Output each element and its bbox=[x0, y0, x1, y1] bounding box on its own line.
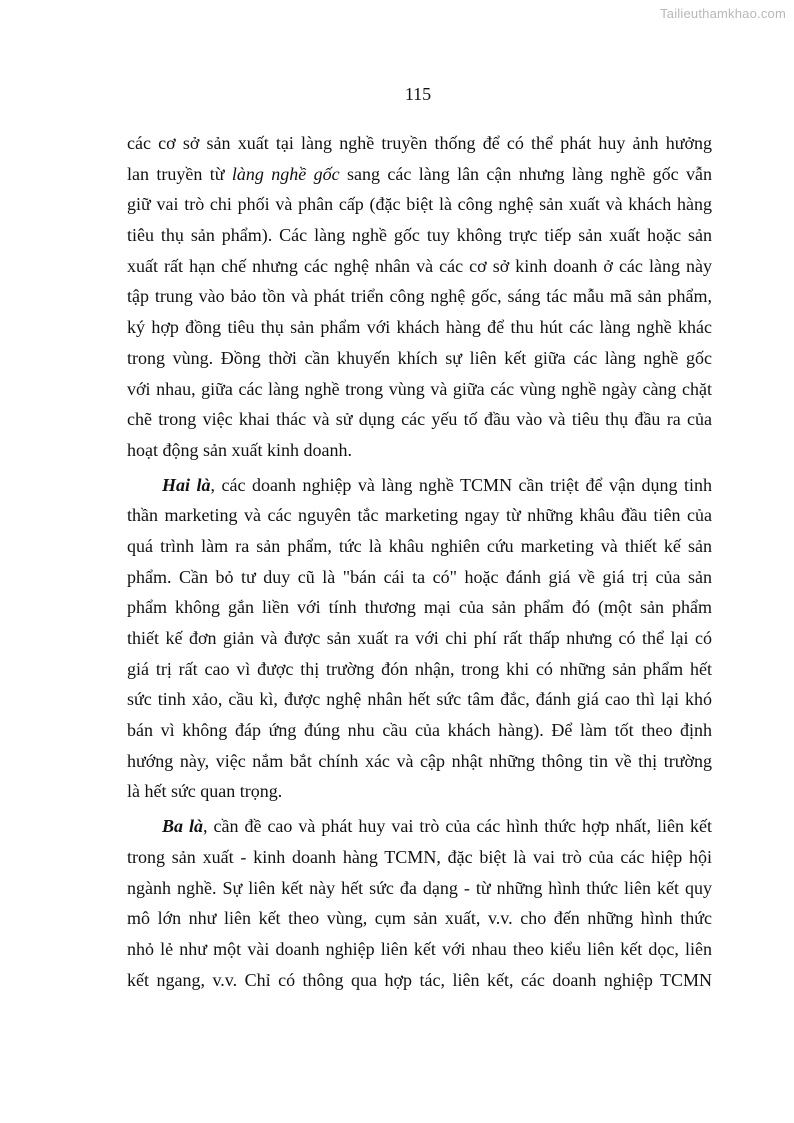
text-line bbox=[127, 159, 712, 190]
text-segment: kết ngang, v.v. Chỉ có thông qua hợp tác, liên kết, các doanh nghiệp TCMN bbox=[127, 969, 712, 990]
point-heading: Hai là bbox=[162, 474, 211, 495]
text-line bbox=[127, 312, 712, 343]
body-text bbox=[127, 128, 712, 999]
text-segment: bán vì không đáp ứng đúng nhu cầu của khách hàng). Để làm tốt theo định bbox=[127, 720, 712, 741]
text-segment: nhỏ lẻ như một vài doanh nghiệp liên kết với nhau theo kiểu liên kết dọc, liên bbox=[127, 938, 712, 959]
text-line bbox=[127, 562, 712, 593]
text-segment: mô lớn như liên kết theo vùng, cụm sản xuất, v.v. cho đến những hình thức bbox=[127, 908, 712, 929]
paragraph bbox=[127, 470, 712, 808]
text-line bbox=[127, 715, 712, 746]
text-segment: với nhau, giữa các làng nghề trong vùng và giữa các vùng nghề ngày càng chặt bbox=[127, 378, 712, 399]
text-segment: xuất rất hạn chế nhưng các nghệ nhân và các cơ sở kinh doanh ở các làng này bbox=[127, 255, 712, 276]
text-segment: phẩm. Cần bỏ tư duy cũ là "bán cái ta có" hoặc đánh giá về giá trị của sản bbox=[127, 566, 712, 587]
text-line bbox=[127, 592, 712, 623]
text-segment: chẽ trong việc khai thác và sử dụng các yếu tố đầu vào và tiêu thụ đầu ra của bbox=[127, 409, 712, 430]
text-segment: hướng này, việc nắm bắt chính xác và cập nhật những thông tin về thị trường bbox=[127, 750, 712, 771]
text-line bbox=[127, 470, 712, 501]
text-segment: phẩm không gắn liền với tính thương mại của sản phẩm đó (một sản phẩm bbox=[127, 597, 712, 618]
text-segment: các cơ sở sản xuất tại làng nghề truyền thống để có thể phát huy ảnh hưởng bbox=[127, 133, 712, 153]
text-segment: sang các làng lân cận nhưng làng nghề gốc vẫn bbox=[339, 163, 713, 184]
text-line bbox=[127, 404, 712, 435]
text-line bbox=[127, 435, 712, 466]
text-line bbox=[127, 251, 712, 282]
text-line bbox=[127, 220, 712, 251]
text-segment: , cần đề cao và phát huy vai trò của các hình thức hợp nhất, liên kết bbox=[203, 816, 712, 837]
text-segment: lan truyền từ bbox=[127, 163, 232, 184]
text-line bbox=[127, 811, 712, 842]
text-segment: hoạt động sản xuất kinh doanh. bbox=[127, 439, 352, 460]
text-line bbox=[127, 842, 712, 873]
paragraph bbox=[127, 811, 712, 995]
text-segment: tiêu thụ sản phẩm). Các làng nghề gốc tuy không trực tiếp sản xuất hoặc sản bbox=[127, 225, 712, 246]
text-segment: sức tinh xảo, cầu kì, được nghệ nhân hết sức tâm đắc, đánh giá cao thì lại khó bbox=[127, 689, 712, 710]
text-segment: trong sản xuất - kinh doanh hàng TCMN, đặc biệt là vai trò của các hiệp hội bbox=[127, 846, 712, 867]
text-segment: tập trung vào bảo tồn và phát triển công nghệ gốc, sáng tác mẫu mã sản phẩm, bbox=[127, 286, 712, 307]
text-segment: thần marketing và các nguyên tắc marketing ngay từ những khâu đầu tiên của bbox=[127, 505, 712, 526]
text-segment: giá trị rất cao vì được thị trường đón nhận, trong khi có những sản phẩm hết bbox=[127, 658, 712, 679]
text-line bbox=[127, 343, 712, 374]
text-segment: quá trình làm ra sản phẩm, tức là khâu nghiên cứu marketing và thiết kế sản bbox=[127, 535, 712, 556]
text-segment: , các doanh nghiệp và làng nghề TCMN cần triệt để vận dụng tinh bbox=[210, 474, 712, 495]
text-line bbox=[127, 128, 712, 159]
text-line bbox=[127, 500, 712, 531]
point-heading: Ba là bbox=[162, 816, 203, 837]
text-line bbox=[127, 189, 712, 220]
text-segment: thiết kế đơn giản và được sản xuất ra với chi phí rất thấp nhưng có thể lại có bbox=[127, 628, 712, 648]
text-line bbox=[127, 776, 712, 807]
text-line bbox=[127, 623, 712, 654]
text-line bbox=[127, 684, 712, 715]
text-line bbox=[127, 374, 712, 405]
text-line bbox=[127, 873, 712, 904]
emphasis-text: làng nghề gốc bbox=[231, 163, 340, 184]
text-segment: ngành nghề. Sự liên kết này hết sức đa dạng - từ những hình thức liên kết quy bbox=[127, 877, 712, 898]
watermark: Tailieuthamkhao.com bbox=[660, 6, 786, 21]
text-line bbox=[127, 654, 712, 685]
text-segment: ký hợp đồng tiêu thụ sản phẩm với khách hàng để thu hút các làng nghề khác bbox=[127, 317, 712, 338]
text-line bbox=[127, 965, 712, 996]
text-segment: giữ vai trò chi phối và phân cấp (đặc biệt là công nghệ sản xuất và khách hàng bbox=[127, 194, 712, 215]
text-line bbox=[127, 531, 712, 562]
text-line bbox=[127, 746, 712, 777]
text-line bbox=[127, 934, 712, 965]
paragraph bbox=[127, 128, 712, 466]
text-segment: là hết sức quan trọng. bbox=[127, 781, 283, 802]
text-line bbox=[127, 903, 712, 934]
text-line bbox=[127, 281, 712, 312]
text-segment: trong vùng. Đồng thời cần khuyến khích sự liên kết giữa các làng nghề gốc bbox=[127, 347, 712, 368]
page-number: 115 bbox=[404, 84, 432, 104]
